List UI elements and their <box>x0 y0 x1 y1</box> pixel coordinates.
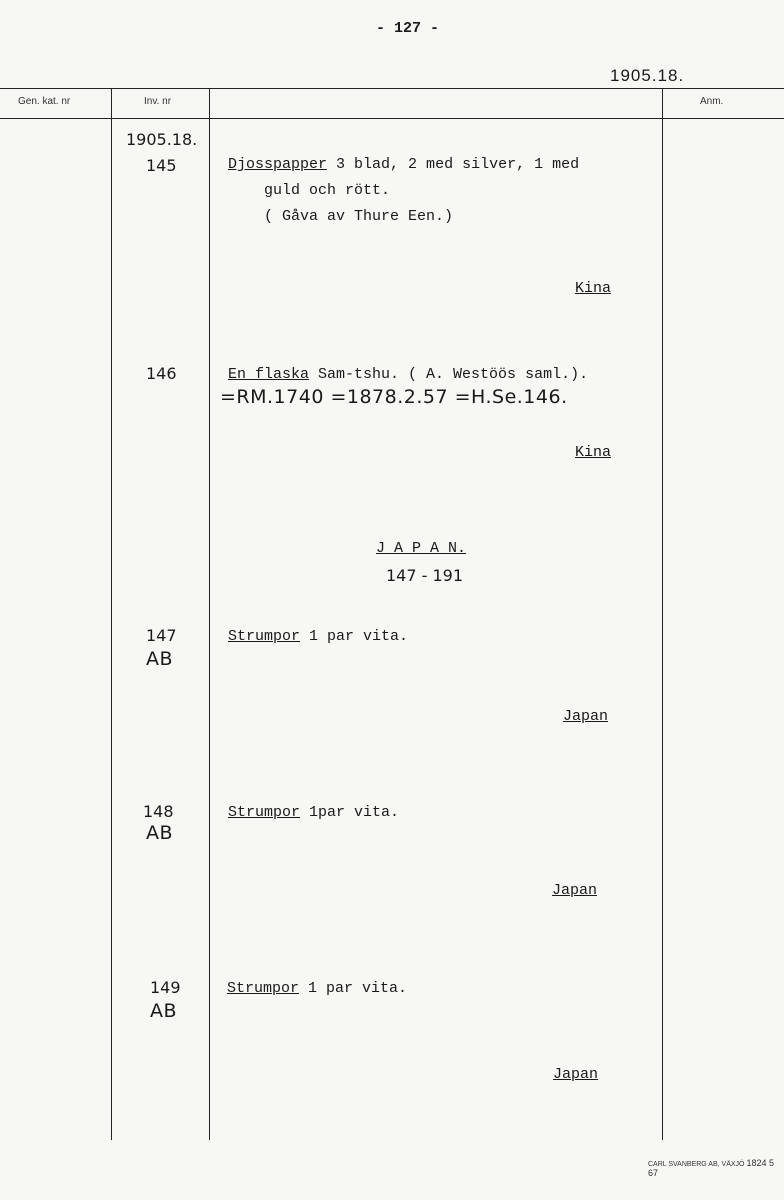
entry-desc-line: 3 blad, 2 med silver, 1 med <box>336 156 580 173</box>
entry-origin: Kina <box>575 280 612 297</box>
entry-desc-line: ( Gåva av Thure Een.) <box>264 208 454 225</box>
entry-text <box>228 804 399 821</box>
inv-number: 146 <box>146 364 177 383</box>
section-title: J A P A N. <box>376 540 467 557</box>
entry-desc-line: guld och rött. <box>264 182 391 199</box>
entry-text <box>228 628 408 645</box>
entry-origin: Kina <box>575 444 612 461</box>
inv-number: 149 <box>150 978 181 997</box>
entry-desc-line: Sam-tshu. ( A. Westöös saml.). <box>318 366 589 383</box>
column-divider-2 <box>209 88 210 1140</box>
entry-title: Djosspapper <box>228 156 328 173</box>
printer-imprint <box>648 1158 784 1178</box>
inv-mark: AB <box>150 1000 178 1022</box>
entry-origin: Japan <box>553 1066 599 1083</box>
entry-text <box>227 980 407 997</box>
column-header-inv: Inv. nr <box>144 96 172 107</box>
entry-text <box>228 156 579 173</box>
entry-origin: Japan <box>552 882 598 899</box>
inv-number: 145 <box>146 156 177 175</box>
page-number: - 127 - <box>376 20 440 37</box>
column-divider-3 <box>662 88 663 1140</box>
inv-mark: AB <box>146 822 174 844</box>
header-top-rule <box>0 88 784 89</box>
printer-name: CARL SVANBERG AB, VÄXJÖ <box>648 1161 745 1168</box>
column-header-anm: Anm. <box>700 96 724 107</box>
header-bottom-rule <box>0 118 784 119</box>
entry-desc-line: 1 par vita. <box>308 980 408 997</box>
entry-desc-line: 1par vita. <box>309 804 400 821</box>
entry-origin: Japan <box>563 708 609 725</box>
section-range: 147 - 191 <box>386 566 464 585</box>
inv-number: 147 <box>146 626 177 645</box>
column-header-gen-kat: Gen. kat. nr <box>18 96 71 107</box>
entry-title: Strumpor <box>228 804 301 821</box>
inv-mark: AB <box>146 648 174 670</box>
form-code: 1824 5 67 <box>648 1158 774 1178</box>
entry-title: Strumpor <box>228 628 301 645</box>
column-divider-1 <box>111 88 112 1140</box>
sheet-code: 1905.18. <box>610 66 685 85</box>
start-inv-number: 1905.18. <box>126 130 198 149</box>
entry-desc-line: 1 par vita. <box>309 628 409 645</box>
entry-text <box>228 366 588 383</box>
entry-title: Strumpor <box>227 980 300 997</box>
inv-number: 148 <box>143 802 174 821</box>
handwritten-note: =RM.1740 =1878.2.57 =H.Se.146. <box>220 386 568 408</box>
entry-title: En flaska <box>228 366 310 383</box>
